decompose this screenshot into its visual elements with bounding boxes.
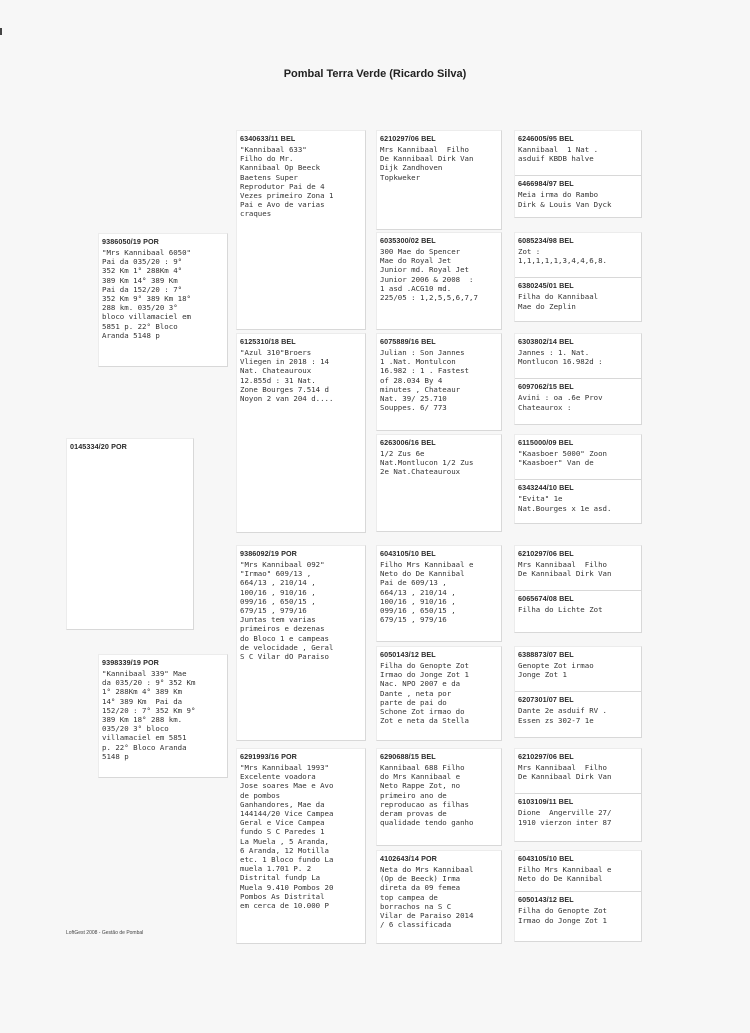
ring-number: 6246005/95 BEL	[518, 134, 574, 143]
pedigree-gen5-box	[514, 850, 642, 942]
pedigree-dam	[98, 654, 228, 778]
bird-description: Filho Mrs Kannibaal e Neto do De Kannibal Pai de 609/13 , 664/13 , 210/14 , 100/16 , 910/16 , 099/16 , 650/15 , 679/15 , 979/16	[380, 560, 474, 625]
pedigree-gen5-box	[514, 545, 642, 633]
pedigree-ssd	[376, 232, 502, 330]
pedigree-sire-dam	[236, 333, 366, 533]
ring-number: 6210297/06 BEL	[518, 752, 574, 761]
pedigree-dam-sire	[236, 545, 366, 741]
bird-description: Filha do Lichte Zot	[518, 605, 603, 615]
bird-description: Filha do Kannibaal Mae do Zeplin	[518, 292, 599, 311]
pedigree-sire	[98, 233, 228, 367]
bird-description: Zot : 1,1,1,1,1,3,4,4,6,8.	[518, 247, 607, 266]
bird-description: Neta do Mrs Kannibaal (Op de Beeck) Irma direta da 09 femea top campea de borrachos na S C Vilar de Paraiso 2014 / 6 classificada	[380, 865, 474, 930]
pedigree-ddd	[376, 850, 502, 944]
pedigree-gen5-box	[514, 130, 642, 218]
pedigree-gen5-box	[514, 646, 642, 738]
bird-description: "Mrs Kannibaal 1993" Excelente voadora Jose soares Mae e Avo de pombos Ganhandores, Mae da 144144/20 Vice Campea Geral e Vice Campea fundo S C Paredes 1 La Muela , 5 Aranda, 6 Aranda, 12 Motilla etc. 1 Bloco fundo La muela 1.701 P. 2 Distrital fundp La Muela 9.410 Pombos 20 Pombos As Distrital em cerca de 10.000 P	[240, 763, 334, 911]
pedigree-dsd	[376, 646, 502, 741]
ring-number: 6388873/07 BEL	[518, 650, 574, 659]
bird-description: 1/2 Zus 6e Nat.Montlucon 1/2 Zus 2e Nat.Chateauroux	[380, 449, 474, 477]
bird-description: "Evita" 1e Nat.Bourges x 1e asd.	[518, 494, 612, 513]
ring-number: 6343244/10 BEL	[518, 483, 574, 493]
bird-description: 300 Mae do Spencer Mae do Royal Jet Junior md. Royal Jet Junior 2006 & 2008 : 1 asd .ACG10 md. 225/05 : 1,2,5,5,6,7,7	[380, 247, 478, 303]
bird-description: Kannibaal 688 Filho do Mrs Kannibaal e Neto Rappe Zot, no primeiro ano de reproducao as filhas deram provas de qualidade tendo ganho	[380, 763, 474, 828]
ring-number: 6340633/11 BEL	[240, 134, 296, 143]
pedigree-sds	[376, 333, 502, 431]
bird-description: Kannibaal 1 Nat . asduif KBDB halve	[518, 145, 599, 164]
pedigree-dam-dam	[236, 748, 366, 944]
bird-description: Filha do Genopte Zot Irmao do Jonge Zot 1 Nac. NPO 2007 e da Dante , neta por parte de pai do Schone Zot irmao do Zot e neta da Stella	[380, 661, 469, 726]
ring-number: 6210297/06 BEL	[380, 134, 436, 143]
pedigree-dds	[376, 748, 502, 846]
ring-number: 6291993/16 POR	[240, 752, 297, 761]
pedigree-sire-sire	[236, 130, 366, 330]
bird-description: Mrs Kannibaal Filho De Kannibaal Dirk Van	[518, 763, 612, 782]
bird-description: Mrs Kannibaal Filho De Kannibaal Dirk Van	[518, 560, 612, 579]
pedigree-subject	[66, 438, 194, 630]
bird-description: Genopte Zot irmao Jonge Zot 1	[518, 661, 594, 680]
pedigree-sdd	[376, 434, 502, 532]
bird-description: "Mrs Kannibaal 092" "Irmao" 609/13 , 664/13 , 210/14 , 100/16 , 910/16 , 099/16 , 650/15 , 679/15 , 979/16 Juntas tem varias primeiros e dezenas do Bloco 1 e campeas de velocidade , Geral S C Vilar dO Paraiso	[240, 560, 334, 662]
ring-number: 6207301/07 BEL	[518, 695, 574, 705]
pedigree-sss	[376, 130, 502, 230]
ring-number: 6043105/10 BEL	[518, 854, 574, 863]
ring-number: 4102643/14 POR	[380, 854, 437, 863]
bird-description: "Kannibaal 633" Filho do Mr. Kannibaal Op Beeck Baetens Super Reprodutor Pai de 4 Vezes primeiro Zona 1 Pai e Avo de varias craques	[240, 145, 334, 219]
ring-number: 6043105/10 BEL	[380, 549, 436, 558]
ring-number: 6303802/14 BEL	[518, 337, 574, 346]
bird-description: Jannes : 1. Nat. Montlucon 16.982d :	[518, 348, 603, 367]
bird-description: Meia irma do Rambo Dirk & Louis Van Dyck	[518, 190, 612, 209]
ring-number: 6085234/98 BEL	[518, 236, 574, 245]
ring-number: 6075889/16 BEL	[380, 337, 436, 346]
bird-description: "Azul 310"Broers Vliegen in 2018 : 14 Nat. Chateauroux 12.855d : 31 Nat. Zone Bourges 7.514 d Noyon 2 van 204 d....	[240, 348, 334, 404]
ring-number: 6210297/06 BEL	[518, 549, 574, 558]
bird-description: Mrs Kannibaal Filho De Kannibaal Dirk Van Dijk Zandhoven Topkweker	[380, 145, 474, 182]
ring-number: 6050143/12 BEL	[518, 895, 574, 905]
bird-description: Filha do Genopte Zot Irmao do Jonge Zot 1	[518, 906, 607, 925]
ring-number: 6103109/11 BEL	[518, 797, 574, 807]
bird-description: Dante 2e asduif RV . Essen zs 302-7 1e	[518, 706, 607, 725]
ring-number: 9386092/19 POR	[240, 549, 297, 558]
ring-number: 6466984/97 BEL	[518, 179, 574, 189]
pedigree-gen5-box	[514, 232, 642, 322]
ring-number: 9386050/19 POR	[102, 237, 159, 246]
ring-number: 6125310/18 BEL	[240, 337, 296, 346]
scan-mark	[0, 28, 2, 35]
pedigree-gen5-box	[514, 748, 642, 842]
footer-text: LoftGest 2008 - Gestão de Pombal	[66, 930, 144, 936]
ring-number: 6035300/02 BEL	[380, 236, 436, 245]
bird-description: Dione Angerville 27/ 1910 vierzon inter 87	[518, 808, 612, 827]
pedigree-gen5-box	[514, 434, 642, 524]
ring-number: 6115000/09 BEL	[518, 438, 574, 447]
bird-description: Julian : Son Jannes 1 .Nat. Montulcon 16.982 : 1 . Fastest of 28.034 By 4 minutes , Chateaur Nat. 39/ 25.710 Souppes. 6/ 773	[380, 348, 469, 413]
ring-number: 6263006/16 BEL	[380, 438, 436, 447]
pedigree-dss	[376, 545, 502, 642]
bird-description: Avini : oa .6e Prov Chateaurox :	[518, 393, 603, 412]
bird-description: "Kaasboer 5000" Zoon "Kaasboer" Van de	[518, 449, 607, 468]
ring-number: 6050143/12 BEL	[380, 650, 436, 659]
pedigree-gen5-box	[514, 333, 642, 425]
ring-number: 6380245/01 BEL	[518, 281, 574, 291]
bird-description: "Mrs Kannibaal 6050" Pai da 035/20 : 9° 352 Km 1° 288Km 4° 389 Km 14° 389 Km Pai da 152/20 : 7° 352 Km 9° 389 Km 18° 288 km. 035/20 3° bloco villamaciel em 5851 p. 22° Bloco Aranda 5148 p	[102, 248, 191, 340]
ring-number: 6290688/15 BEL	[380, 752, 436, 761]
ring-number: 6065674/08 BEL	[518, 594, 574, 604]
page-title: Pombal Terra Verde (Ricardo Silva)	[283, 68, 467, 80]
ring-number: 6097062/15 BEL	[518, 382, 574, 392]
ring-number: 9398339/19 POR	[102, 658, 159, 667]
ring-number: 0145334/20 POR	[70, 442, 127, 451]
bird-description: Filho Mrs Kannibaal e Neto do De Kannibal	[518, 865, 612, 884]
bird-description: "Kannibaal 339" Mae da 035/20 : 9° 352 Km 1° 288Km 4° 389 Km 14° 389 Km Pai da 152/20 : 7° 352 Km 9° 389 Km 18° 288 km. 035/20 3° bloco villamaciel em 5851 p. 22° Bloco Aranda 5148 p	[102, 669, 196, 761]
